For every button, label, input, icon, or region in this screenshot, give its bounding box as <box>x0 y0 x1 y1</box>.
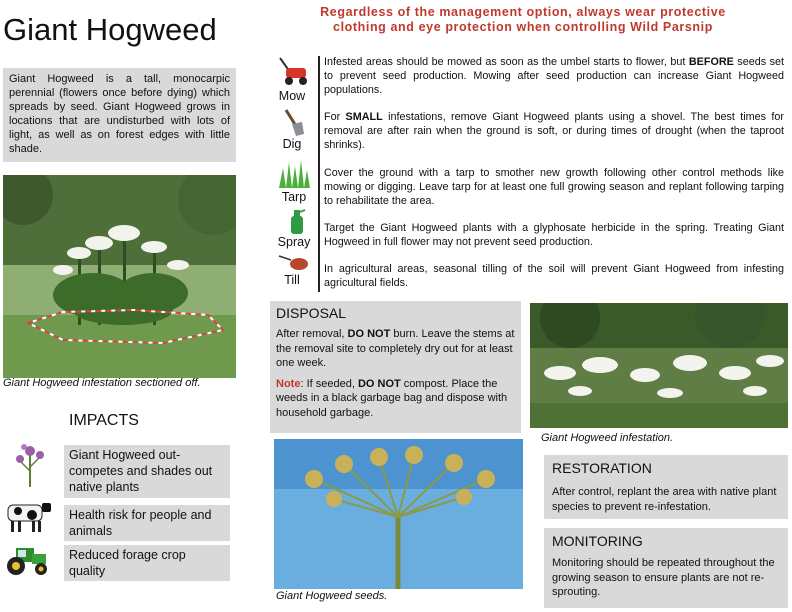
impact-item-native-plants: Giant Hogweed out-competes and shades out native plants <box>64 445 230 498</box>
disposal-text-part: After removal, <box>276 328 348 340</box>
dig-text-emphasis: SMALL <box>345 111 383 123</box>
restoration-heading: RESTORATION <box>552 460 652 476</box>
disposal-text-part: : If seeded, <box>300 377 358 390</box>
method-label-spray: Spray <box>277 235 311 249</box>
disposal-text-emphasis: DO NOT <box>357 377 401 390</box>
restoration-text: After control, replant the area with native plant species to prevent re-infestation. <box>552 486 777 513</box>
disposal-text-emphasis: DO NOT <box>347 328 391 340</box>
disposal-text-part: compost. Place the weeds in a black garbage bag and dispose with household garbage. <box>276 377 508 419</box>
disposal-panel <box>270 301 521 433</box>
dig-text-part: infestations, remove Giant Hogweed plants using a shovel. The best times for removal are after rain when the ground is soft, or during times of drought (when the taproot shrinks). <box>324 111 784 151</box>
disposal-text-part: burn. Leave the stems at the removal site to completely dry out for at least one week. <box>276 328 515 369</box>
lawnmower-icon <box>276 54 310 93</box>
impact-item-health-risk: Health risk for people and animals <box>64 505 230 541</box>
methods-divider <box>318 56 320 292</box>
method-label-dig: Dig <box>282 137 302 151</box>
method-label-tarp: Tarp <box>281 190 307 204</box>
monitoring-heading: MONITORING <box>552 533 643 549</box>
method-label-mow: Mow <box>278 89 306 103</box>
seeds-photo <box>274 439 523 589</box>
tractor-icon <box>2 540 50 581</box>
sectioned-photo-caption: Giant Hogweed infestation sectioned off. <box>3 377 201 389</box>
infestation-sectioned-photo <box>3 175 236 378</box>
dig-text-part: For <box>324 111 346 123</box>
method-text-tarp: Cover the ground with a tarp to smother new growth following other control methods like mowing or digging. Leave tarp for at least one full growing season and replant following tarping to rehabilitate the area. <box>324 167 784 207</box>
impacts-heading: IMPACTS <box>69 412 139 429</box>
intro-text: Giant Hogweed is a tall, monocarpic perennial (flowers once before dying) which spreads by seed. Giant Hogweed grows in locations that are undisturbed with lots of light, as well as on forest edges with little shade. <box>9 73 230 155</box>
infestation-photo <box>530 303 788 428</box>
infestation-photo-caption: Giant Hogweed infestation. <box>541 432 674 444</box>
seeds-photo-caption: Giant Hogweed seeds. <box>276 590 388 602</box>
flower-icon <box>12 441 48 492</box>
method-text-till: In agricultural areas, seasonal tilling of the soil will prevent Giant Hogweed from infesting agricultural fields. <box>324 263 784 289</box>
safety-warning <box>258 5 788 35</box>
disposal-paragraph-1 <box>270 327 521 371</box>
restoration-panel <box>544 455 788 519</box>
method-text-spray: Target the Giant Hogweed plants with a glyphosate herbicide in the spring. Treating Giant Hogweed in full flower may not prevent seed production. <box>324 222 784 248</box>
warning-line-2: clothing and eye protection when controlling Wild Parsnip <box>333 20 713 34</box>
mow-text-part: Infested areas should be mowed as soon as the umbel starts to flower, but <box>324 56 689 68</box>
page-title: Giant Hogweed <box>3 12 217 47</box>
cow-icon <box>2 497 52 538</box>
grass-icon <box>277 160 311 193</box>
note-label: Note <box>276 377 301 390</box>
method-label-till: Till <box>284 273 300 287</box>
intro-panel <box>3 68 236 162</box>
method-text-mow <box>324 55 784 97</box>
impact-item-forage-quality: Reduced forage crop quality <box>64 545 230 581</box>
monitoring-panel <box>544 528 788 608</box>
warning-line-1: Regardless of the management option, always wear protective <box>320 5 726 19</box>
mow-text-emphasis: BEFORE <box>688 56 734 68</box>
method-text-dig <box>324 110 784 152</box>
mow-text-part: seeds set to prevent seed production. Mowing after seed production can increase Giant Hogweed populations. <box>324 56 784 96</box>
disposal-heading: DISPOSAL <box>276 305 347 321</box>
monitoring-text: Monitoring should be repeated throughout the growing season to ensure plants are not re-sprouting. <box>552 557 775 598</box>
disposal-paragraph-2 <box>270 377 521 421</box>
